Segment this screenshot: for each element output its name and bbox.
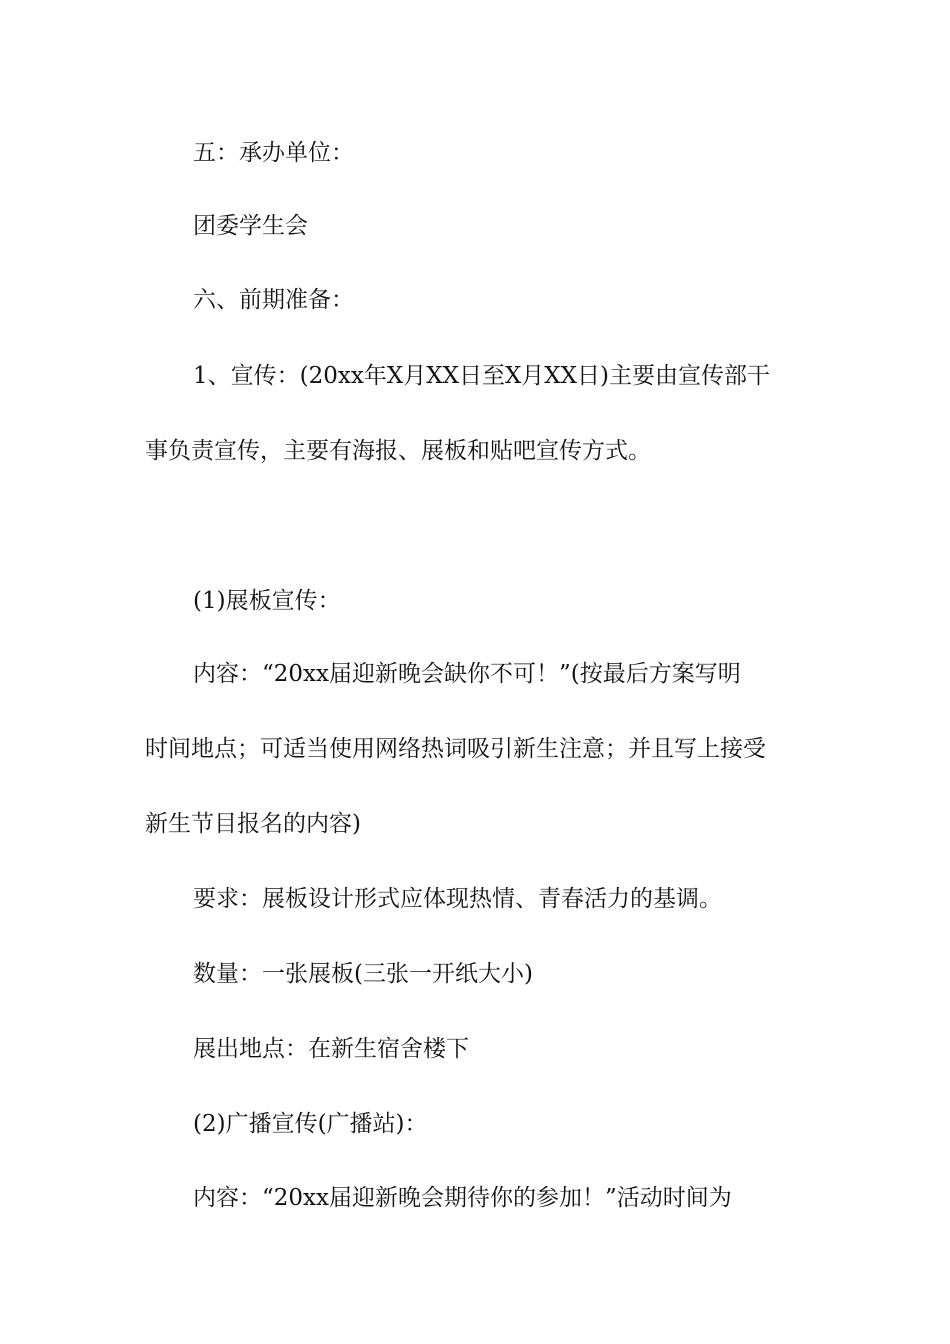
paragraph-publicity-line-1: 1、宣传：(20xx年X月XX日至X月XX日)主要由宣传部干 — [193, 363, 771, 389]
paragraph-board-quantity: 数量：一张展板(三张一开纸大小) — [193, 961, 533, 987]
organizer-name: 团委学生会 — [193, 213, 308, 239]
paragraph-board-location: 展出地点：在新生宿舍楼下 — [193, 1036, 469, 1062]
paragraph-board-content-line-2: 时间地点；可适当使用网络热词吸引新生注意；并且写上接受 — [145, 736, 766, 762]
subheading-broadcast-publicity: (2)广播宣传(广播站)： — [193, 1111, 428, 1137]
section-heading-organizer: 五：承办单位： — [193, 140, 354, 166]
subheading-board-publicity: (1)展板宣传： — [193, 588, 341, 614]
paragraph-board-content-line-1: 内容：“20xx届迎新晚会缺你不可！”(按最后方案写明 — [193, 661, 741, 687]
paragraph-board-content-line-3: 新生节目报名的内容) — [145, 811, 361, 837]
paragraph-publicity-line-2: 事负责宣传，主要有海报、展板和贴吧宣传方式。 — [145, 438, 651, 464]
paragraph-board-requirements: 要求：展板设计形式应体现热情、青春活力的基调。 — [193, 886, 722, 912]
section-heading-preparation: 六、前期准备： — [193, 287, 354, 313]
paragraph-broadcast-content-line-1: 内容：“20xx届迎新晚会期待你的参加！”活动时间为 — [193, 1185, 732, 1211]
